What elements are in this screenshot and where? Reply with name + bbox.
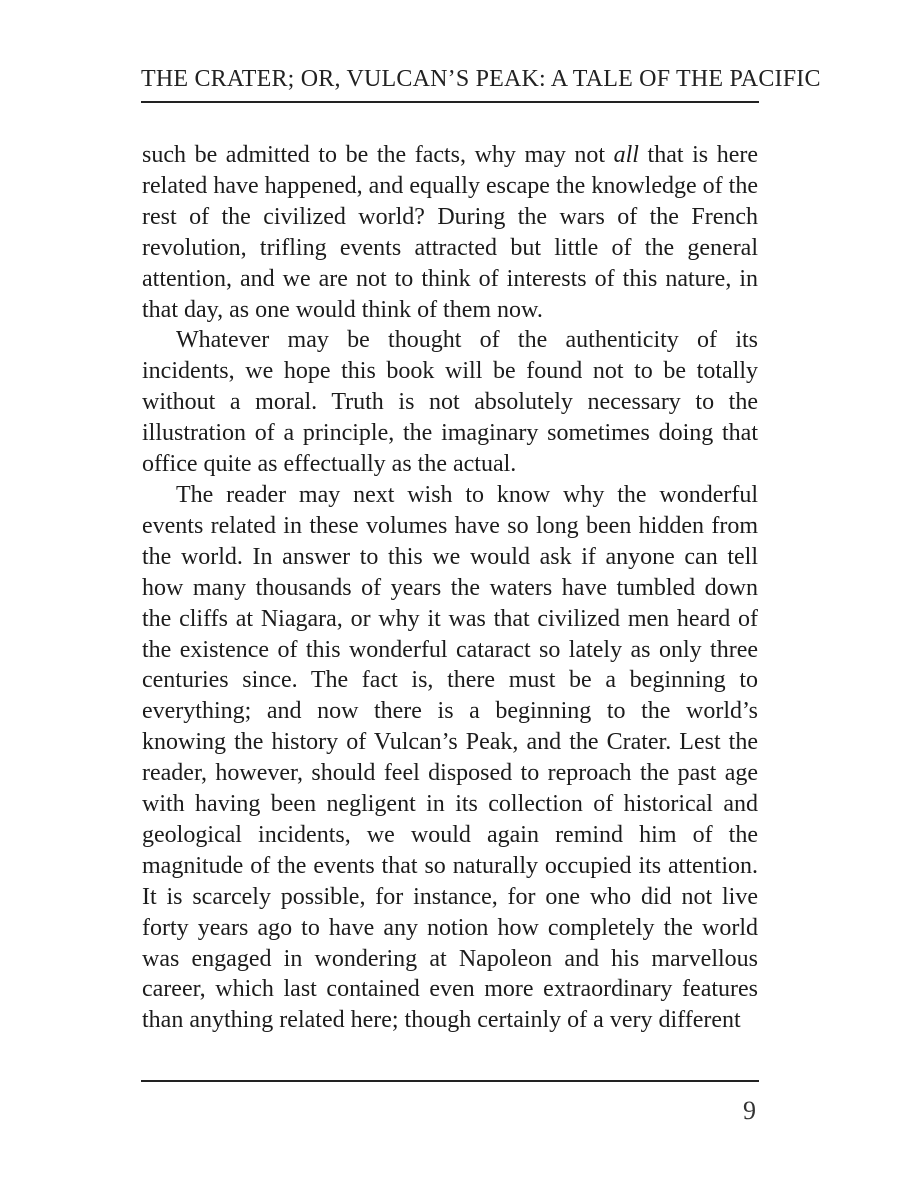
paragraph-1-rest: that is here related have happened, and equally escape the knowledge of the rest of the civilized world? During the wars of the French revolution, trifling events attracted but little of the general attention, and we are not to think of interests of this nature, in that day, as one would think of them now. bbox=[142, 142, 759, 323]
paragraph-1 bbox=[142, 140, 758, 325]
footer-rule bbox=[141, 1080, 759, 1082]
paragraph-2: Whatever may be thought of the authenticity of its incidents, we hope this book will be found not to be totally without a moral. Truth is not absolutely necessary to the illustration of a principle, the imaginary sometimes doing that office quite as effectually as the actual. bbox=[142, 327, 758, 478]
page-number: 9 bbox=[743, 1096, 756, 1125]
emphasis-all: all bbox=[613, 142, 639, 168]
paragraph-1-start: such be admitted to be the facts, why may not bbox=[142, 142, 614, 168]
header-rule bbox=[141, 101, 759, 103]
body-text bbox=[142, 140, 758, 1036]
paragraph-3: The reader may next wish to know why the wonderful events related in these volumes have so long been hidden from the world. In answer to this we would ask if anyone can tell how many thousands of years the waters have tumbled down the cliffs at Niagara, or why it was that civilized men heard of the existence of this wonderful cataract so lately as only three centuries since. The fact is, there must be a beginning to everything; and now there is a beginning to the world’s knowing the history of Vulcan’s Peak, and the Crater. Lest the reader, however, should feel disposed to reproach the past age with having been negligent in its collection of historical and geological incidents, we would again remind him of the magnitude of the events that so naturally occupied its attention. It is scarcely possible, for instance, for one who did not live forty years ago to have any notion how completely the world was engaged in wondering at Napoleon and his marvellous career, which last contained even more extraordinary features than anything related here; though certainly of a very different bbox=[142, 481, 758, 1034]
running-head: THE CRATER; OR, VULCAN’S PEAK: A TALE OF THE PACIFIC bbox=[141, 66, 821, 92]
